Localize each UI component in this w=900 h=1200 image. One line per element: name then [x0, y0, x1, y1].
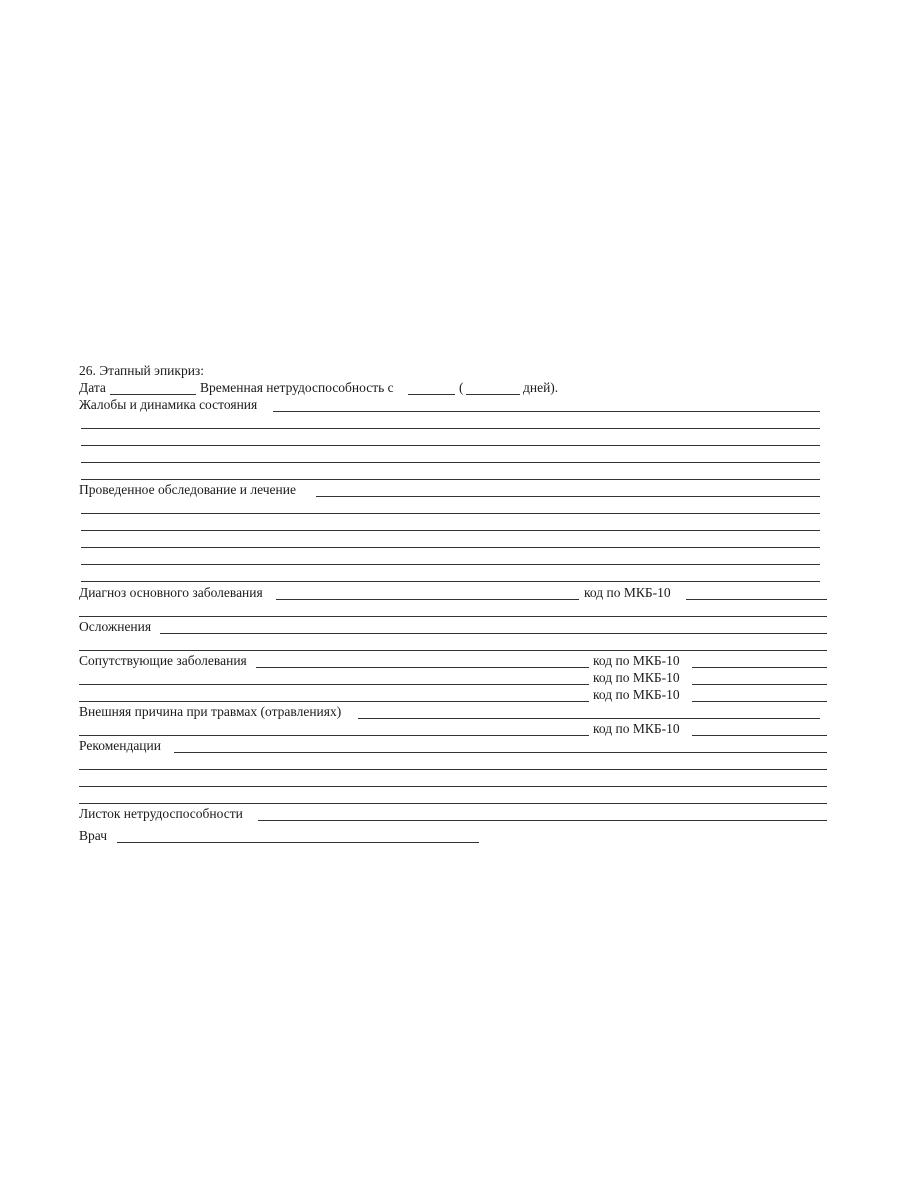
external-cause-icd-field[interactable] — [692, 735, 827, 736]
external-cause-label: Внешняя причина при травмах (отравлениях) — [79, 704, 342, 719]
diagnosis-line[interactable] — [79, 616, 827, 617]
external-cause-field[interactable] — [358, 718, 820, 719]
diagnosis-label: Диагноз основного заболевания — [79, 585, 263, 600]
complaints-line[interactable] — [81, 479, 820, 480]
disability-days-field[interactable] — [466, 394, 520, 395]
exam-line[interactable] — [81, 530, 820, 531]
external-cause-icd-label: код по МКБ-10 — [593, 721, 680, 736]
comorbid-line[interactable] — [79, 684, 589, 685]
comorbid-line[interactable] — [79, 701, 589, 702]
disability-start-field[interactable] — [408, 394, 455, 395]
days-label: дней). — [523, 380, 559, 395]
complications-label: Осложнения — [79, 619, 152, 634]
paren-open: ( — [459, 380, 464, 395]
comorbid-icd-label: код по МКБ-10 — [593, 653, 680, 668]
comorbid-icd-field[interactable] — [692, 701, 827, 702]
exam-line[interactable] — [81, 564, 820, 565]
comorbid-icd-field[interactable] — [692, 684, 827, 685]
external-cause-line[interactable] — [79, 735, 589, 736]
date-field[interactable] — [110, 394, 196, 395]
date-label: Дата — [79, 380, 106, 395]
comorbid-icd-field[interactable] — [692, 667, 827, 668]
comorbid-icd-label: код по МКБ-10 — [593, 670, 680, 685]
diagnosis-icd-label: код по МКБ-10 — [584, 585, 671, 600]
exam-line[interactable] — [81, 581, 820, 582]
recommendations-line[interactable] — [79, 769, 827, 770]
doctor-signature-field[interactable] — [117, 842, 479, 843]
diagnosis-icd-field[interactable] — [686, 599, 827, 600]
doctor-label: Врач — [79, 828, 107, 843]
recommendations-line[interactable] — [79, 786, 827, 787]
sick-leave-field[interactable] — [258, 820, 827, 821]
comorbid-icd-label: код по МКБ-10 — [593, 687, 680, 702]
complaints-line[interactable] — [81, 445, 820, 446]
exam-label: Проведенное обследование и лечение — [79, 482, 296, 497]
comorbid-field[interactable] — [256, 667, 589, 668]
diagnosis-field[interactable] — [276, 599, 579, 600]
sick-leave-label: Листок нетрудоспособности — [79, 806, 243, 821]
complaints-label: Жалобы и динамика состояния — [79, 397, 258, 412]
form-title: 26. Этапный эпикриз: — [79, 363, 205, 378]
disability-label: Временная нетрудоспособность с — [200, 380, 394, 395]
complaints-line[interactable] — [81, 428, 820, 429]
exam-field[interactable] — [316, 496, 820, 497]
exam-line[interactable] — [81, 513, 820, 514]
recommendations-label: Рекомендации — [79, 738, 161, 753]
recommendations-field[interactable] — [174, 752, 827, 753]
comorbid-label: Сопутствующие заболевания — [79, 653, 247, 668]
recommendations-line[interactable] — [79, 803, 827, 804]
complications-field[interactable] — [160, 633, 827, 634]
complaints-line[interactable] — [81, 462, 820, 463]
complications-line[interactable] — [79, 650, 827, 651]
complaints-field[interactable] — [273, 411, 820, 412]
exam-line[interactable] — [81, 547, 820, 548]
